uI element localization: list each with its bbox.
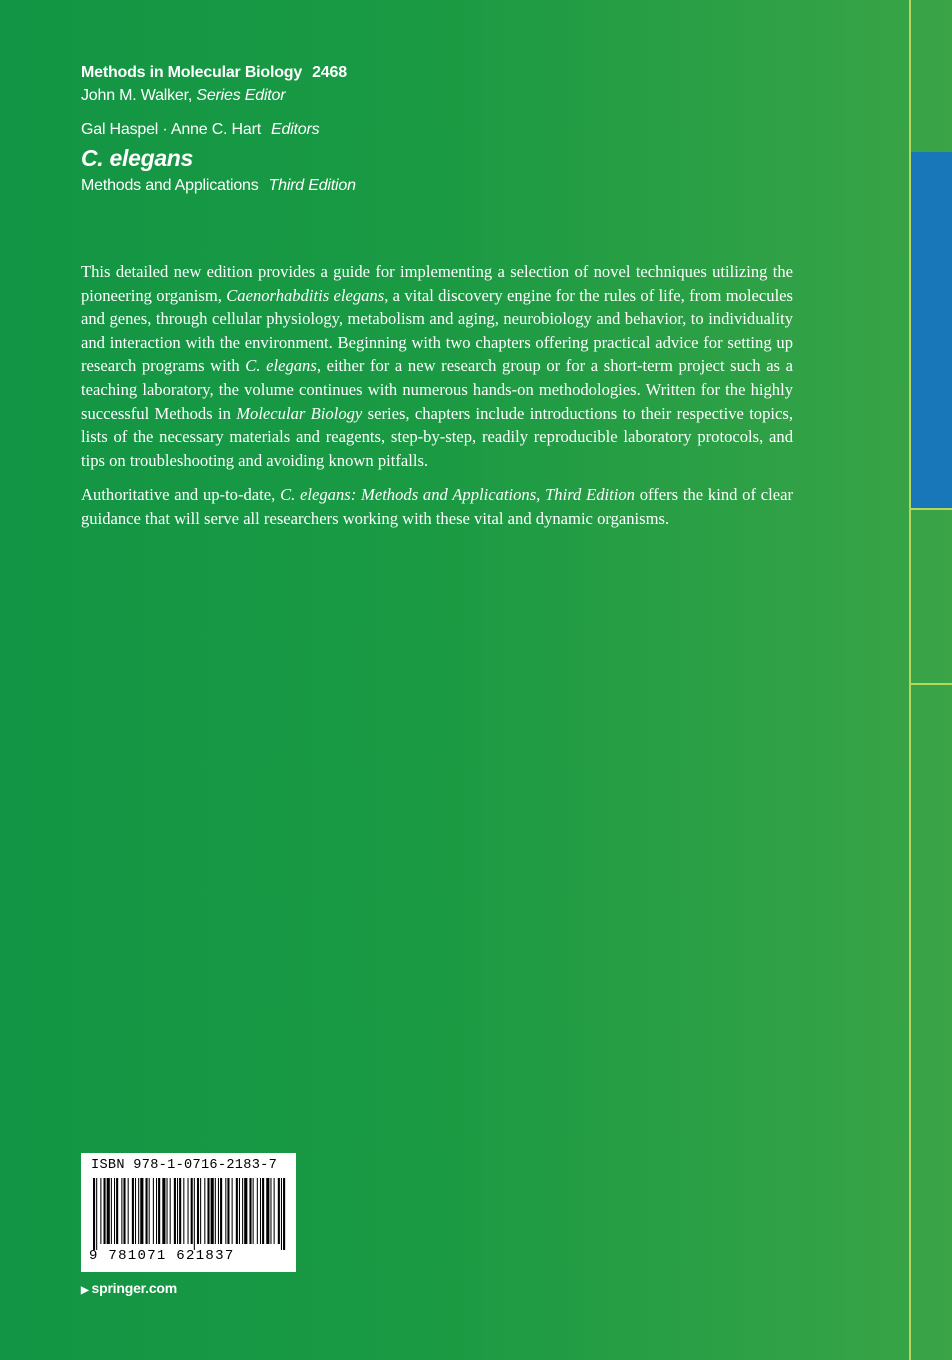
isbn-barcode-box	[81, 1153, 296, 1272]
book-title: C. elegans	[81, 145, 194, 171]
blurb-italic: Molecular Biology	[236, 403, 363, 423]
spine-tick-mark	[911, 683, 952, 685]
barcode-bar	[266, 1178, 269, 1244]
website-text: springer.com	[91, 1280, 178, 1296]
barcode-bar	[156, 1178, 157, 1244]
barcode-bar	[262, 1178, 264, 1244]
blurb-text: series, chapters include introductions to their respective topics, lists of the necessary materials and reagents, step-by-step, readily reproducible laboratory protocols, and tips on troubleshooting and avoiding known pitfalls.	[81, 403, 793, 470]
barcode-bar	[239, 1178, 240, 1244]
barcode-bar	[260, 1178, 261, 1244]
triangle-right-icon: ▶	[81, 1285, 89, 1296]
subtitle-line	[81, 177, 356, 195]
barcode-bar	[204, 1178, 205, 1244]
barcode-bar	[225, 1178, 226, 1244]
spine-tick-mark	[911, 508, 952, 510]
barcode-bar	[140, 1178, 143, 1244]
barcode-bar	[244, 1178, 247, 1244]
series-name: Methods in Molecular Biology	[81, 64, 303, 81]
blurb-text: This detailed new edition provides a guide for implementing a selection of novel techniques utilizing the pioneering organism,	[81, 262, 793, 305]
barcode-bar	[128, 1178, 129, 1244]
barcode-bar	[104, 1178, 106, 1244]
book-edition: Third Edition	[268, 177, 356, 194]
spine-blue-band	[911, 152, 952, 508]
blurb-paragraph-2	[81, 483, 793, 530]
barcode-bar	[170, 1178, 171, 1244]
barcode-bar	[149, 1178, 150, 1244]
barcode-bar	[249, 1178, 251, 1244]
publisher-website[interactable]	[81, 1280, 177, 1296]
barcode-bar	[132, 1178, 134, 1244]
series-editor-name: John M. Walker,	[81, 87, 193, 104]
editors-line	[81, 121, 356, 139]
cover-header	[81, 64, 356, 195]
barcode-bar	[215, 1178, 216, 1244]
barcode-bar	[162, 1178, 165, 1244]
barcode-bar	[135, 1178, 136, 1244]
barcode-bar	[100, 1178, 101, 1244]
barcode-graphic	[91, 1178, 287, 1250]
barcode-bar	[197, 1178, 199, 1244]
barcode-bar	[283, 1178, 285, 1250]
barcode-digits: 9 781071 621837	[89, 1248, 235, 1264]
isbn-label: ISBN 978-1-0716-2183-7	[91, 1158, 278, 1173]
blurb-text: , either for a new research group or for a short-term project such as a teaching laboratory, the volume continues with numerous hands-on methodologies. Written for the highly successful Methods in	[81, 356, 793, 423]
barcode-bar	[167, 1178, 168, 1244]
series-line	[81, 64, 356, 82]
editors-role: Editors	[270, 121, 320, 138]
editors-names: Gal Haspel · Anne C. Hart	[81, 121, 261, 138]
book-subtitle: Methods and Applications	[81, 177, 259, 194]
series-editor-role: Series Editor	[196, 87, 286, 104]
barcode-bar	[107, 1178, 110, 1244]
barcode-bar	[146, 1178, 148, 1244]
barcode-bar	[123, 1178, 125, 1244]
barcode-bar	[274, 1178, 275, 1244]
barcode-bar	[179, 1178, 181, 1244]
barcode-bar	[270, 1178, 271, 1244]
blurb-paragraph-1	[81, 260, 793, 472]
blurb-text: offers the kind of clear guidance that will serve all researchers working with these vital and dynamic organisms.	[81, 485, 793, 528]
barcode-bar	[242, 1178, 243, 1244]
barcode-bar	[236, 1178, 238, 1244]
barcode-bar	[183, 1178, 184, 1244]
blurb-text: , a vital discovery engine for the rules of life, from molecules and genes, through cellular physiology, metabolism and aging, neurobiology and behavior, to individuality and interaction with the environment. Beginning with two chapters offering practical advice for setting up research programs with	[81, 285, 794, 376]
barcode-bar	[191, 1178, 193, 1244]
barcode-bar	[121, 1178, 122, 1244]
barcode-bar	[153, 1178, 154, 1244]
barcode-bar	[211, 1178, 214, 1244]
barcode-bar	[111, 1178, 112, 1244]
barcode-bar	[207, 1178, 209, 1244]
barcode-bar	[177, 1178, 178, 1244]
series-number: 2468	[312, 64, 347, 81]
barcode-bar	[114, 1178, 115, 1244]
barcode-bar	[138, 1178, 139, 1244]
blurb-italic: C. elegans	[245, 356, 317, 376]
series-editor-line	[81, 87, 356, 105]
barcode-bar	[188, 1178, 189, 1244]
barcode-bar	[93, 1178, 95, 1250]
barcode-bar	[174, 1178, 176, 1244]
barcode-bar	[194, 1178, 195, 1250]
barcode-bar	[96, 1178, 97, 1250]
barcode-bar	[278, 1178, 280, 1244]
barcode-bar	[220, 1178, 222, 1244]
barcode-bar	[227, 1178, 229, 1244]
blurb-text: Authoritative and up-to-date,	[81, 485, 281, 505]
barcode-bar	[218, 1178, 219, 1244]
blurb-italic: C. elegans: Methods and Applications, Third Edition	[280, 485, 635, 505]
barcode-bar	[281, 1178, 282, 1250]
blurb-italic: Caenorhabditis elegans	[226, 285, 385, 305]
barcode-bar	[200, 1178, 201, 1244]
barcode-bar	[232, 1178, 233, 1244]
blurb	[81, 260, 793, 531]
barcode-bar	[253, 1178, 254, 1244]
barcode-bar	[257, 1178, 258, 1244]
barcode-bar	[158, 1178, 160, 1244]
barcode-bar	[116, 1178, 118, 1244]
